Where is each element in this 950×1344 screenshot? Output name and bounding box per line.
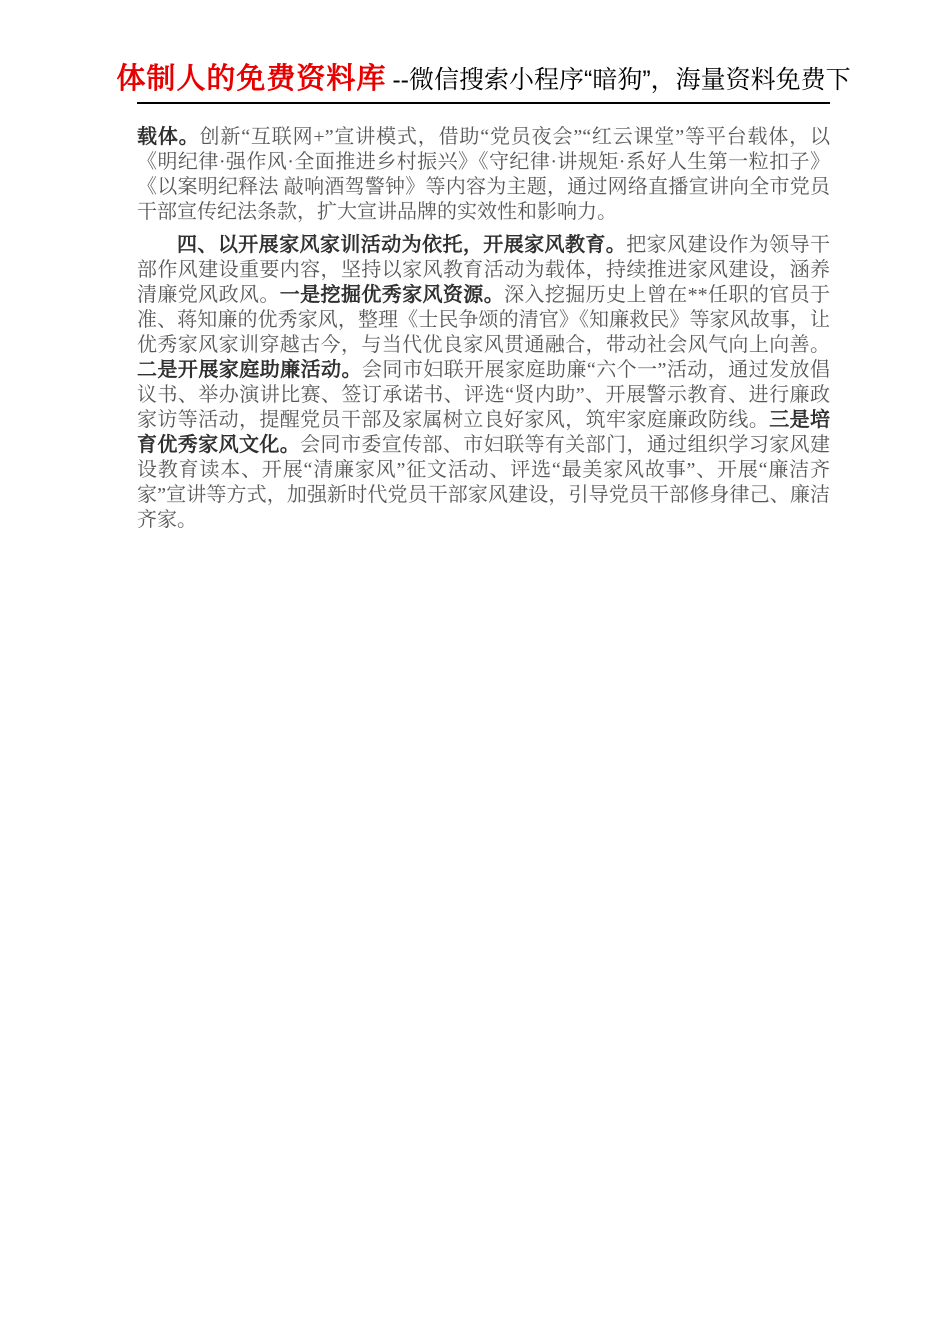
bold-run: 三是培育优秀家风文化。	[137, 409, 831, 456]
text-run: 会同市妇联开展家庭助廉“六个一”活动，通过发放倡议书、举办演讲比赛、签订承诺书、评选“贤内助”、开展警示教育、进行廉政家访等活动，提醒党员干部及家属树立良好家风，筑牢家庭廉政防线。	[137, 359, 830, 431]
bold-run: 四、以开展家风家训活动为依托，开展家风教育。	[177, 234, 627, 256]
text-run: 会同市委宣传部、市妇联等有关部门，通过组织学习家风建设教育读本、开展“清廉家风”征文活动、评选“最美家风故事”、开展“廉洁齐家”宣讲等方式，加强新时代党员干部家风建设，引导党员干部修身律己、廉洁齐家。	[137, 434, 831, 531]
promo-brand-text: 体制人的免费资料库	[116, 63, 387, 95]
document-body	[137, 125, 830, 533]
bold-run: 二是开展家庭助廉活动。	[137, 359, 362, 381]
text-run: 创新“互联网+”宣讲模式，借助“党员夜会”“红云课堂”等平台载体，以《明纪律·强作风·全面推进乡村振兴》《守纪律·讲规矩·系好人生第一粒扣子》《以案明纪释法 敲响酒驾警钟》等内容为主题，通过网络直播宣讲向全市党员干部宣传纪法条款，扩大宣讲品牌的实效性和影响力。	[137, 126, 830, 223]
promo-tagline-text: --微信搜索小程序“暗狗”，海量资料免费下	[392, 66, 851, 94]
promo-header	[116, 56, 851, 104]
text-run: 深入挖掘历史上曾在**任职的官员于准、蒋知廉的优秀家风，整理《士民争颂的清官》《知廉救民》等家风故事，让优秀家风家训穿越古今，与当代优良家风贯通融合，带动社会风气向上向善。	[137, 284, 831, 356]
text-run: 把家风建设作为领导干部作风建设重要内容，坚持以家风教育活动为载体，持续推进家风建设，涵养清廉党风政风。	[137, 234, 831, 306]
paragraph	[137, 125, 830, 225]
bold-run: 载体。	[137, 126, 200, 148]
paragraph	[137, 233, 830, 533]
bold-run: 一是挖掘优秀家风资源。	[279, 284, 505, 306]
